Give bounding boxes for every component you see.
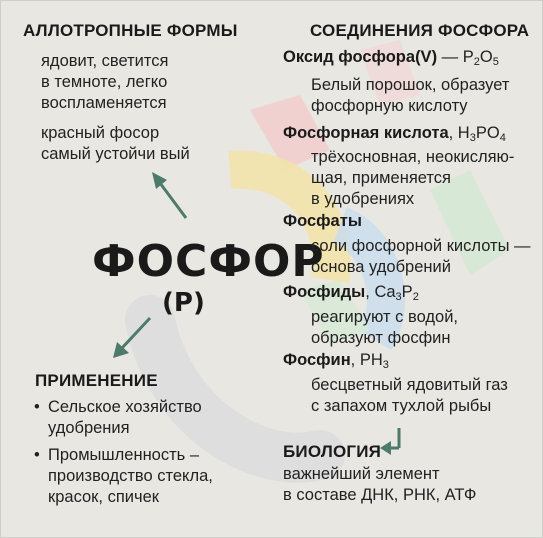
acid-line: щая, применяется	[311, 169, 451, 187]
white-line: воспламеняется	[41, 94, 167, 112]
white-line: ядовит, светится	[41, 52, 169, 70]
phosphine-formula: $PH_3$	[359, 351, 389, 371]
oxide-dash: —	[437, 48, 463, 66]
biology-line: важнейший элемент	[283, 465, 440, 483]
oxide-term: Оксид фосфора(V)	[283, 48, 438, 66]
acid-formula: $H_3PO_4$	[457, 124, 506, 144]
phosphates-term: Фосфаты	[283, 212, 362, 230]
main-title: ФОСФОР	[92, 236, 325, 287]
acid-sep: ,	[448, 124, 458, 142]
acid-line: трёхосновная, неокисляю-	[311, 148, 515, 166]
application-line: удобрения	[48, 419, 130, 437]
phosphates-line: соли фосфорной кислоты —	[311, 237, 531, 255]
application-line: • Промышленность –	[48, 446, 200, 464]
red-line: красный фосор	[41, 124, 160, 142]
allotropic-heading: АЛЛОТРОПНЫЕ ФОРМЫ	[23, 21, 238, 40]
phosphides-line: образуют фосфин	[311, 329, 451, 347]
acid-term: Фосфорная кислота	[283, 124, 449, 142]
application-line: производство стекла,	[48, 467, 213, 485]
element-symbol: (P)	[162, 288, 205, 318]
oxide-line: Белый порошок, образует	[311, 76, 510, 94]
biology-heading: БИОЛОГИЯ	[283, 442, 382, 461]
acid-line: в удобрениях	[311, 190, 415, 208]
white-line: в темноте, легко	[41, 73, 168, 91]
application-line: красок, спичек	[48, 488, 159, 506]
biology-line: в составе ДНК, РНК, АТФ	[283, 486, 477, 504]
phosphine-line: с запахом тухлой рыбы	[311, 397, 492, 415]
phosphine-term: Фосфин	[283, 351, 351, 369]
application-heading: ПРИМЕНЕНИЕ	[35, 371, 158, 390]
phosphine-sep: ,	[350, 351, 360, 369]
phosphides-term: Фосфиды	[283, 283, 366, 301]
phosphides-formula: $Ca_3P_2$	[374, 283, 419, 303]
phosphates-line: основа удобрений	[311, 258, 451, 276]
phosphides-sep: ,	[365, 283, 375, 301]
phosphine-line: бесцветный ядовитый газ	[311, 376, 508, 394]
oxide-formula: $P_2O_5$	[462, 48, 499, 68]
compounds-heading: СОЕДИНЕНИЯ ФОСФОРА	[310, 21, 530, 40]
oxide-line: фосфорную кислоту	[311, 97, 468, 115]
phosphides-line: реагируют с водой,	[311, 308, 458, 326]
red-line: самый устойчи вый	[41, 145, 190, 163]
application-line: • Сельское хозяйство	[48, 398, 202, 416]
